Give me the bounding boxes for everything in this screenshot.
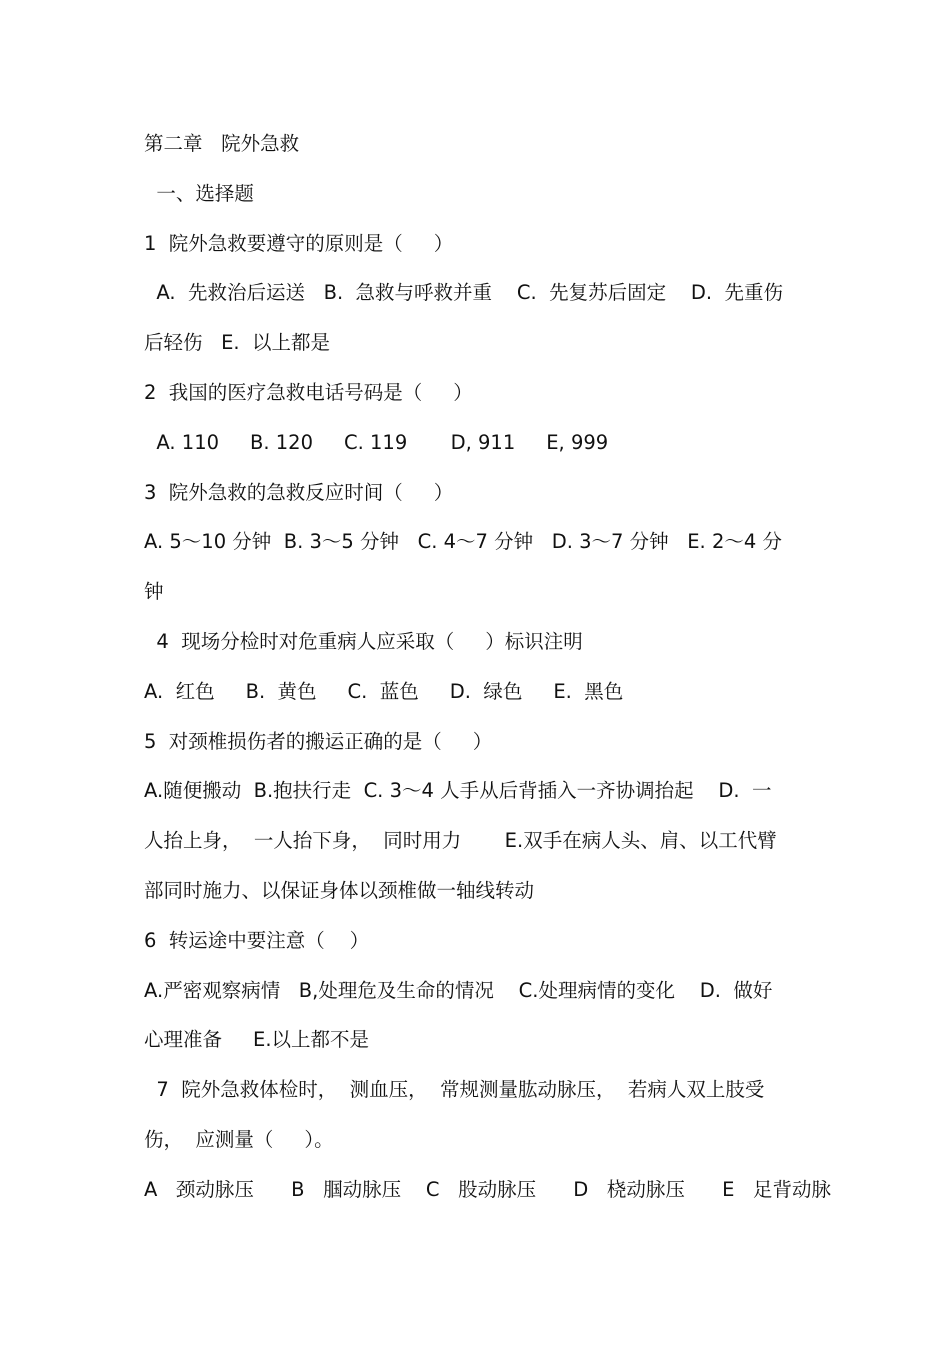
question-5-options-line-2: 人抬上身， 一人抬下身， 同时用力 E.双手在病人头、肩、以工代臂: [144, 829, 777, 853]
question-3-options-line-2: 钟: [144, 580, 164, 604]
question-3-options-line-1: A. 5～10 分钟 B. 3～5 分钟 C. 4～7 分钟 D. 3～7 分钟 E. 2～4 分: [144, 530, 782, 554]
question-7-stem-line-2: 伤， 应测量（ ）。: [144, 1127, 334, 1151]
question-6-options-line-1: A.严密观察病情 B,处理危及生命的情况 C.处理病情的变化 D. 做好: [144, 978, 773, 1002]
question-7-options: A 颈动脉压 B 腘动脉压 C 股动脉压 D 桡动脉压 E 足背动脉: [144, 1177, 832, 1201]
question-5-options-line-3: 部同时施力、以保证身体以颈椎做一轴线转动: [144, 878, 535, 902]
question-4-options: A. 红色 B. 黄色 C. 蓝色 D. 绿色 E. 黑色: [144, 679, 624, 703]
question-6-options-line-2: 心理准备 E.以上都不是: [144, 1028, 370, 1052]
question-4-stem: 4 现场分检时对危重病人应采取（ ）标识注明: [144, 629, 583, 653]
question-5-stem: 5 对颈椎损伤者的搬运正确的是（ ）: [144, 729, 493, 753]
question-3-stem: 3 院外急救的急救反应时间（ ）: [144, 480, 454, 504]
chapter-title: 第二章 院外急救: [144, 132, 300, 155]
document-body: [144, 119, 832, 1215]
section-title: 一、选择题: [144, 181, 254, 205]
question-6-stem: 6 转运途中要注意（ ）: [144, 928, 370, 952]
question-5-options-line-1: A.随便搬动 B.抱扶行走 C. 3～4 人手从后背插入一齐协调抬起 D. 一: [144, 779, 772, 803]
question-2-options: A. 110 B. 120 C. 119 D, 911 E, 999: [144, 430, 609, 454]
question-1-options-line-1: A. 先救治后运送 B. 急救与呼救并重 C. 先复苏后固定 D. 先重伤: [144, 281, 783, 305]
question-1-options-line-2: 后轻伤 E. 以上都是: [144, 331, 331, 355]
question-7-stem-line-1: 7 院外急救体检时， 测血压， 常规测量肱动脉压， 若病人双上肢受: [144, 1078, 765, 1102]
question-1-stem: 1 院外急救要遵守的原则是（ ）: [144, 231, 454, 255]
question-2-stem: 2 我国的医疗急救电话号码是（ ）: [144, 380, 473, 404]
